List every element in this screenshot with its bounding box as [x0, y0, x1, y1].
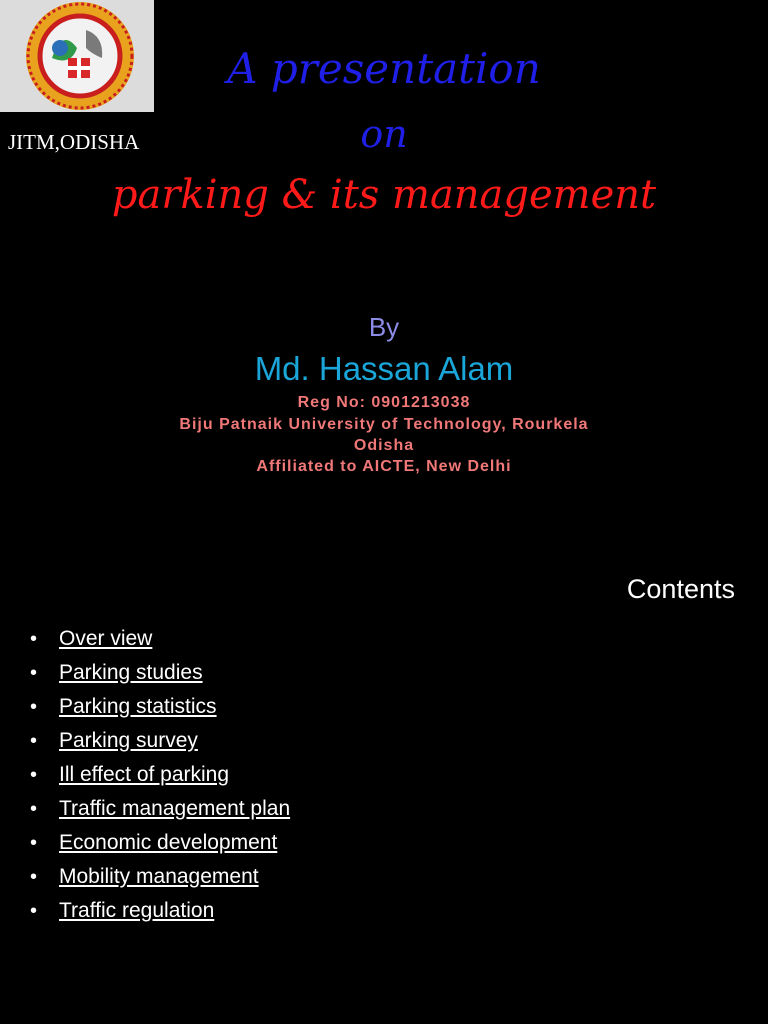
bullet-icon: • — [30, 695, 38, 718]
list-item — [30, 826, 290, 860]
byline: By — [368, 312, 400, 342]
toc-link-parking-studies[interactable]: Parking studies — [59, 661, 203, 684]
contents-heading: Contents — [626, 574, 735, 604]
bullet-icon: • — [30, 831, 38, 854]
state-name: Odisha — [353, 437, 415, 454]
title-line-2: on — [360, 112, 408, 156]
list-item — [30, 690, 290, 724]
bullet-icon: • — [30, 797, 38, 820]
toc-link-ill-effect[interactable]: Ill effect of parking — [59, 763, 230, 786]
bullet-icon: • — [30, 899, 38, 922]
toc-link-parking-survey[interactable]: Parking survey — [59, 729, 198, 752]
bullet-icon: • — [30, 763, 38, 786]
toc-link-mobility-management[interactable]: Mobility management — [59, 865, 259, 888]
toc-link-overview[interactable]: Over view — [59, 627, 153, 650]
list-item — [30, 792, 290, 826]
university-name: Biju Patnaik University of Technology, Rourkela — [179, 416, 589, 433]
toc-link-traffic-regulation[interactable]: Traffic regulation — [59, 899, 215, 922]
toc-link-parking-statistics[interactable]: Parking statistics — [59, 695, 217, 718]
list-item — [30, 622, 290, 656]
org-label: JITM,ODISHA — [8, 130, 140, 154]
list-item — [30, 894, 290, 928]
list-item — [30, 758, 290, 792]
author-name: Md. Hassan Alam — [254, 350, 514, 387]
bullet-icon: • — [30, 865, 38, 888]
bullet-icon: • — [30, 627, 38, 650]
contents-list — [30, 622, 290, 928]
toc-link-economic-development[interactable]: Economic development — [59, 831, 278, 854]
title-line-1: A presentation — [227, 44, 541, 93]
toc-link-traffic-management-plan[interactable]: Traffic management plan — [59, 797, 291, 820]
bullet-icon: • — [30, 661, 38, 684]
bullet-icon: • — [30, 729, 38, 752]
list-item — [30, 860, 290, 894]
reg-number: Reg No: 0901213038 — [297, 394, 471, 411]
title-line-3: parking & its management — [111, 172, 657, 218]
list-item — [30, 724, 290, 758]
affiliation: Affiliated to AICTE, New Delhi — [256, 458, 512, 475]
list-item — [30, 656, 290, 690]
